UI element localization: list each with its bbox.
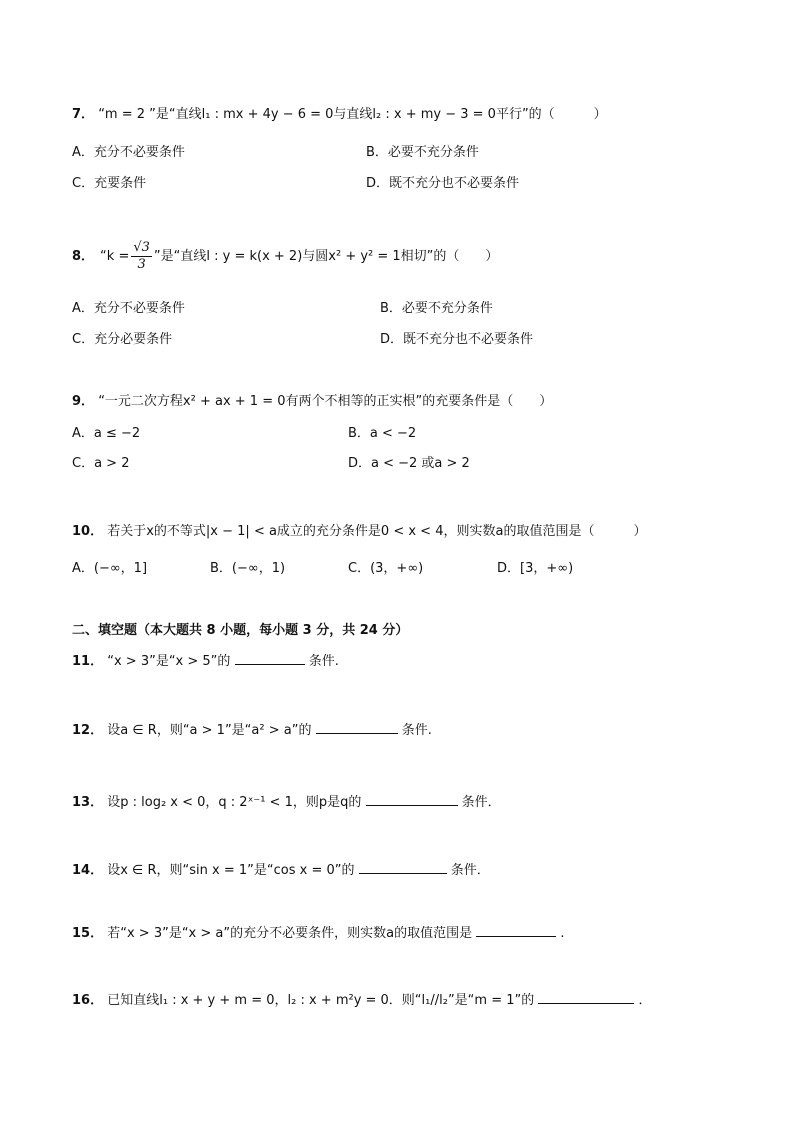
question-11 — [72, 652, 339, 671]
fraction-denominator: 3 — [137, 257, 146, 272]
question-12 — [72, 721, 432, 740]
q8-option-c: C．充分必要条件 — [72, 332, 173, 347]
question-11-text: “x > 3”是“x > 5”的 — [107, 654, 231, 669]
q7-option-b: B．必要不充分条件 — [366, 145, 479, 160]
question-10-stem — [72, 523, 646, 541]
q10-option-b: B．(−∞，1) — [210, 561, 286, 576]
question-13-number: 13． — [72, 795, 104, 810]
question-8-prefix: “k = — [100, 248, 130, 264]
q7-option-c: C．充要条件 — [72, 176, 147, 191]
question-11-number: 11． — [72, 654, 104, 669]
q9-option-b: B．a < −2 — [348, 426, 417, 441]
answer-blank-16[interactable] — [538, 991, 634, 1004]
question-15 — [72, 924, 565, 943]
q9-option-d: D．a < −2 或a > 2 — [348, 456, 470, 471]
answer-blank-15[interactable] — [476, 924, 556, 937]
q10-option-c: C．(3，+∞) — [348, 561, 424, 576]
question-16-number: 16． — [72, 993, 104, 1008]
question-13 — [72, 793, 501, 812]
question-7-stem — [72, 106, 607, 124]
question-11-after: 条件. — [308, 654, 339, 669]
question-15-number: 15． — [72, 926, 104, 941]
q8-option-b: B．必要不充分条件 — [380, 301, 493, 316]
question-8-stem — [72, 240, 498, 273]
answer-blank-14[interactable] — [359, 861, 447, 874]
q7-option-d: D．既不充分也不必要条件 — [366, 176, 520, 191]
answer-blank-11[interactable] — [235, 652, 305, 665]
q9-option-a: A．a ≤ −2 — [72, 426, 141, 441]
q8-option-d: D．既不充分也不必要条件 — [380, 332, 534, 347]
question-9-number: 9． — [72, 394, 95, 409]
question-14-number: 14． — [72, 863, 104, 878]
question-7-number: 7． — [72, 107, 95, 122]
section-heading-fill-in: 二、填空题（本大题共 8 小题，每小题 3 分，共 24 分） — [72, 623, 409, 638]
question-16 — [72, 991, 652, 1010]
fraction-numerator: √3 — [133, 240, 150, 255]
fraction-sqrt3-over-3 — [131, 240, 152, 273]
question-14-after: 条件． — [450, 863, 490, 878]
question-10-number: 10． — [72, 524, 104, 539]
question-9-text: “一元二次方程x² + ax + 1 = 0有两个不相等的正实根”的充要条件是（ ） — [98, 394, 553, 409]
question-8-suffix: ”是“直线l : y = k(x + 2)与圆x² + y² = 1相切”的（ ） — [153, 248, 499, 264]
answer-blank-13[interactable] — [366, 793, 458, 806]
q8-option-a: A．充分不必要条件 — [72, 301, 185, 316]
question-15-after: . — [560, 926, 565, 941]
question-10-text: 若关于x的不等式|x − 1| < a成立的充分条件是0 < x < 4，则实数a的取值范围是（ ） — [107, 524, 647, 539]
question-13-text: 设p : log₂ x < 0，q : 2ˣ⁻¹ < 1，则p是q的 — [107, 795, 362, 810]
question-12-after: 条件. — [401, 723, 432, 738]
question-14-text: 设x ∈ R，则“sin x = 1”是“cos x = 0”的 — [107, 863, 355, 878]
q7-option-a: A．充分不必要条件 — [72, 145, 185, 160]
q10-option-d: D．[3，+∞) — [497, 561, 574, 576]
question-16-after: ． — [638, 993, 652, 1008]
question-14 — [72, 861, 490, 880]
question-12-number: 12． — [72, 723, 104, 738]
question-13-after: 条件． — [461, 795, 501, 810]
q10-option-a: A．(−∞，1] — [72, 561, 148, 576]
question-16-text: 已知直线l₁ : x + y + m = 0，l₂ : x + m²y = 0．则“l₁//l₂”是“m = 1”的 — [107, 993, 535, 1008]
question-15-text: 若“x > 3”是“x > a”的充分不必要条件，则实数a的取值范围是 — [107, 926, 473, 941]
question-9-stem — [72, 393, 552, 411]
question-8-number: 8． — [72, 248, 95, 264]
answer-blank-12[interactable] — [316, 721, 398, 734]
q9-option-c: C．a > 2 — [72, 456, 130, 471]
question-12-text: 设a ∈ R，则“a > 1”是“a² > a”的 — [107, 723, 312, 738]
question-7-text: “m = 2 ”是“直线l₁ : mx + 4y − 6 = 0与直线l₂ : x + my − 3 = 0平行”的（ ） — [98, 107, 607, 122]
